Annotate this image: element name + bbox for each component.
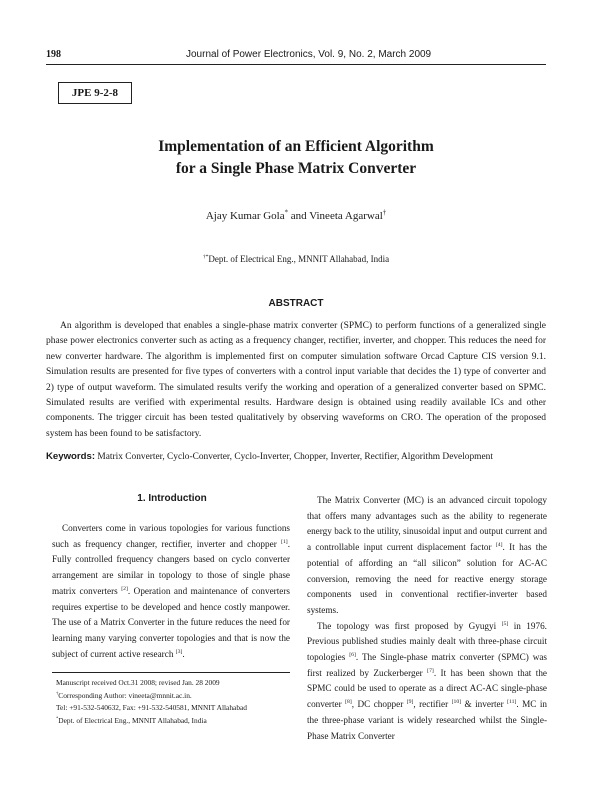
- footnote-text: Corresponding Author: vineeta@mnnit.ac.in.: [58, 690, 192, 700]
- citation-ref: [4]: [495, 542, 503, 549]
- paper-title: [46, 136, 546, 180]
- footnote-corresponding: [56, 690, 296, 703]
- author-2: Vineeta Agarwal: [309, 210, 383, 222]
- citation-ref: [9]: [406, 699, 414, 706]
- affiliation: [46, 254, 546, 264]
- author-2-mark: †: [382, 209, 387, 217]
- keywords-text: Matrix Converter, Cyclo-Converter, Cyclo-Inverter, Chopper, Inverter, Rectifier, Algorithm Development: [95, 452, 493, 462]
- text-run: in 1976. Previous published studies mainly dealt with three-phase circuit topologies: [307, 620, 547, 663]
- text-run: . MC in the three-phase variant is widely researched whilst the Single-Phase Matrix Converter: [307, 699, 548, 741]
- citation-ref: [8]: [345, 699, 352, 706]
- text-run: Converters come in various topologies for various functions such as frequency changer, rectifier, inverter and chopper: [52, 523, 290, 549]
- author-separator: and: [288, 210, 310, 222]
- text-run: .: [182, 648, 185, 659]
- citation-ref: [2]: [121, 585, 128, 592]
- footnote-phone: Tel: +91-532-540632, Fax: +91-532-540581, MNNIT Allahabad: [56, 703, 247, 713]
- text-run: The topology was first proposed by Gyugyi: [317, 620, 502, 631]
- affiliation-text: Dept. of Electrical Eng., MNNIT Allahabad, India: [208, 254, 390, 264]
- intro-paragraph-2: [307, 493, 547, 619]
- text-run: . Fully controlled frequency changers based on cyclo converter arrangement are similar in topology to those of single phase matrix converters: [52, 538, 290, 596]
- citation-ref: [10]: [451, 699, 462, 706]
- text-run: . It has the potential of affording an “all silicon” solution for AC-AC conversion, removing the need for reactive energy storage components used in conventional rectifier-inverter based systems.: [307, 542, 547, 615]
- intro-paragraph-3: [307, 619, 547, 745]
- text-run: . The Single-phase matrix converter (SPMC) was first realized by Zuckerberger: [307, 652, 548, 678]
- journal-header: Journal of Power Electronics, Vol. 9, No. 2, March 2009: [186, 49, 432, 60]
- text-run: , rectifier: [413, 699, 452, 710]
- footnote-received: Manuscript received Oct.31 2008; revised Jan. 28 2009: [56, 678, 220, 687]
- citation-ref: [7]: [427, 667, 434, 674]
- keywords: [46, 451, 546, 462]
- citation-ref: [3]: [175, 648, 183, 655]
- author-1-mark: *: [284, 209, 289, 217]
- intro-paragraph-1: [52, 521, 290, 662]
- footnote-department: [56, 715, 296, 728]
- page-number: 198: [46, 49, 61, 60]
- citation-ref: [6]: [349, 651, 356, 658]
- citation-ref: [5]: [501, 620, 509, 627]
- title-line-1: Implementation of an Efficient Algorithm: [158, 138, 434, 155]
- author-line: [46, 210, 546, 222]
- paper-id-box: JPE 9-2-8: [58, 82, 132, 104]
- affiliation-mark: †*: [202, 254, 209, 260]
- section-heading-introduction: 1. Introduction: [137, 493, 207, 504]
- author-1: Ajay Kumar Gola: [205, 210, 285, 222]
- abstract-text: An algorithm is developed that enables a single-phase matrix converter (SPMC) to perform functions of a generalized single phase power electronics converter such as acting as a frequency changer, rectifier, inverter, and chopper. This reduces the need for new converter hardware. The algorithm is implemented first on computer simulation software Orcad Capture CIS version 9.1. Simulation results are presented for five types of converters with a control input variable that decides the 1) type of converter and 2) type of output waveform. The simulated results verify the working and operation of a generalized converter based on SPMC. Simulated results are verified with experimental results. Hardware design is obtained using readily available ICs and other components. The trigger circuit has been tested qualitatively by observing waveforms on CRO. The operation of the proposed system has been found to be satisfactory.: [46, 321, 546, 439]
- text-run: , DC chopper: [351, 699, 407, 710]
- text-run: The Matrix Converter (MC) is an advanced circuit topology that offers many advantages such as the ability to regenerate energy back to the utility, sinusoidal input and output current and a controllable input current displacement factor: [307, 495, 547, 553]
- citation-ref: [1]: [281, 538, 288, 545]
- text-run: . It has been shown that the SPMC could be used to operate as a direct AC-AC single-phase converter: [307, 667, 547, 710]
- footnote-mark: *: [56, 715, 59, 721]
- text-run: & inverter: [461, 699, 508, 710]
- abstract-heading: ABSTRACT: [268, 298, 324, 309]
- keywords-label: Keywords:: [46, 451, 96, 462]
- header-divider: [46, 64, 546, 65]
- right-column: [307, 493, 547, 744]
- citation-ref: [11]: [507, 699, 517, 706]
- footnote-text: Dept. of Electrical Eng., MNNIT Allahabad, India: [58, 715, 207, 725]
- footnote-divider: [52, 672, 290, 673]
- title-line-2: for a Single Phase Matrix Converter: [175, 160, 417, 177]
- text-run: . Operation and maintenance of converters requires expertise to be developed and hence costly manpower. The use of a Matrix Converter in the future reduces the need for learning many varying converter topologies and that is now the subject of current active research: [52, 585, 291, 659]
- footnote-mark: †: [56, 690, 59, 696]
- footnotes: [56, 677, 296, 727]
